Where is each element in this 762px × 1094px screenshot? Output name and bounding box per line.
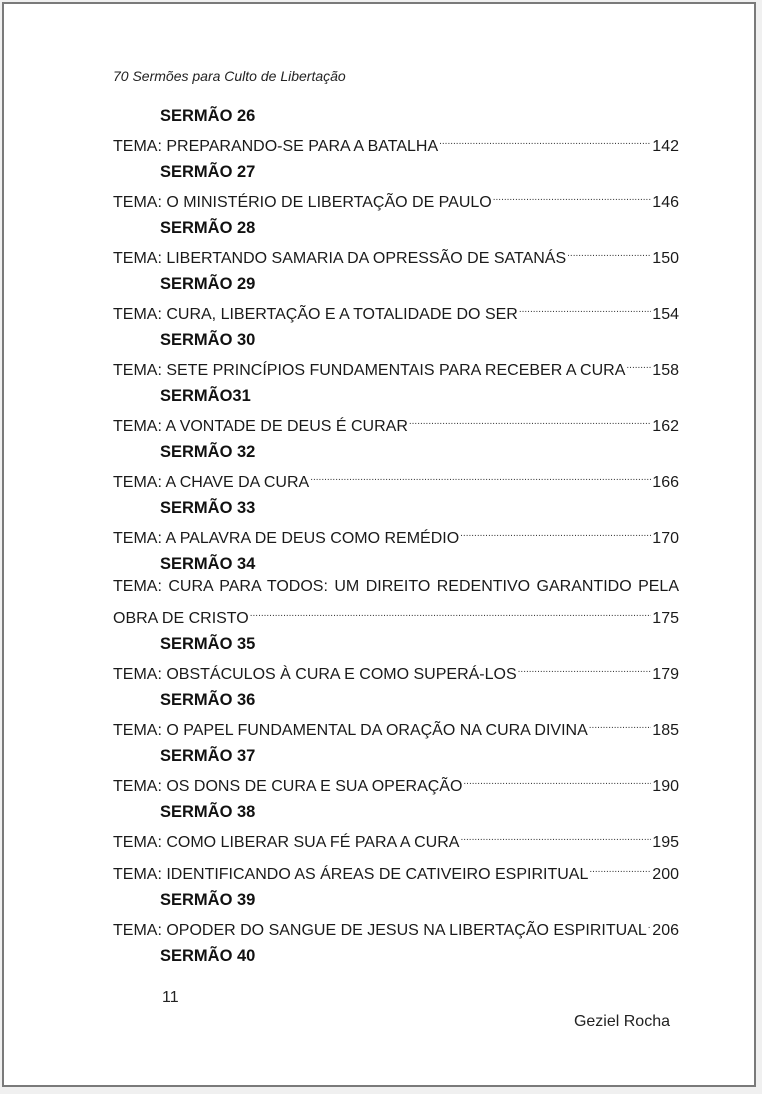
tema-title: TEMA: A PALAVRA DE DEUS COMO REMÉDIO [113,530,460,547]
toc-entry [113,745,679,795]
page-number: 175 [652,610,679,627]
toc-link[interactable] [113,911,679,939]
author-name: Geziel Rocha [573,1013,670,1030]
toc-link[interactable] [113,599,679,627]
dot-leader [493,183,652,207]
tema-title: TEMA: IDENTIFICANDO AS ÁREAS DE CATIVEIRO ESPIRITUAL [113,866,589,883]
sermon-heading: SERMÃO 34 [160,555,256,573]
page-number: 200 [652,866,679,883]
dot-leader [567,239,651,263]
sermon-heading: SERMÃO 29 [160,275,256,293]
sermon-heading: SERMÃO 27 [160,163,256,181]
sermon-heading: SERMÃO 35 [160,635,256,653]
toc-link[interactable] [113,239,679,267]
dot-leader [460,823,651,847]
sermon-heading: SERMÃO 32 [160,443,256,461]
document-page [2,2,756,1087]
toc-link[interactable] [113,855,679,883]
toc-entry [113,945,679,967]
toc-link[interactable] [113,295,679,323]
page-number: 166 [652,474,679,491]
sermon-heading: SERMÃO 40 [160,947,256,965]
toc-entry [113,329,679,379]
toc-entry [113,105,679,155]
page-number: 142 [652,138,679,155]
toc-link[interactable] [113,183,679,211]
page-number: 154 [652,306,679,323]
page-number: 185 [652,722,679,739]
toc-entry [113,855,679,883]
toc-entry [113,273,679,323]
dot-leader [250,599,652,623]
dot-leader [518,655,652,679]
tema-title: TEMA: A CHAVE DA CURA [113,474,310,491]
sermon-heading: SERMÃO 38 [160,803,256,821]
dot-leader [589,855,651,879]
toc-entry [113,441,679,491]
toc-link[interactable] [113,407,679,435]
page-number: 170 [652,530,679,547]
toc-entry [113,553,679,627]
sermon-heading: SERMÃO 28 [160,219,256,237]
dot-leader [519,295,651,319]
tema-title: OBRA DE CRISTO [113,610,249,627]
toc-entry [113,889,679,939]
page-number: 158 [652,362,679,379]
page-number: 146 [652,194,679,211]
toc-entry [113,689,679,739]
tema-title: TEMA: OPODER DO SANGUE DE JESUS NA LIBERTAÇÃO ESPIRITUAL [113,922,647,939]
tema-title: TEMA: LIBERTANDO SAMARIA DA OPRESSÃO DE SATANÁS [113,250,567,267]
dot-leader [310,463,651,487]
toc-link[interactable] [113,519,679,547]
tema-title: TEMA: OBSTÁCULOS À CURA E COMO SUPERÁ-LOS [113,666,517,683]
page-number-footer: 11 [162,989,179,1006]
tema-title: TEMA: O PAPEL FUNDAMENTAL DA ORAÇÃO NA CURA DIVINA [113,722,588,739]
dot-leader [463,767,651,791]
tema-title: TEMA: A VONTADE DE DEUS É CURAR [113,418,408,435]
page-number: 179 [652,666,679,683]
toc-entry [113,385,679,435]
toc-entry [113,161,679,211]
toc-entry [113,497,679,547]
tema-title: TEMA: O MINISTÉRIO DE LIBERTAÇÃO DE PAULO [113,194,492,211]
tema-title-line1[interactable]: TEMA: CURA PARA TODOS: UM DIREITO REDENTIVO GARANTIDO PELA [113,578,679,595]
toc-link[interactable] [113,463,679,491]
toc-link[interactable] [113,127,679,155]
sermon-heading: SERMÃO 30 [160,331,256,349]
dot-leader [409,407,651,431]
tema-title: TEMA: COMO LIBERAR SUA FÉ PARA A CURA [113,834,460,851]
tema-title: TEMA: SETE PRINCÍPIOS FUNDAMENTAIS PARA RECEBER A CURA [113,362,626,379]
tema-title: TEMA: PREPARANDO-SE PARA A BATALHA [113,138,439,155]
page-number: 206 [652,922,679,939]
tema-title: TEMA: OS DONS DE CURA E SUA OPERAÇÃO [113,778,463,795]
toc-entry [113,217,679,267]
sermon-heading: SERMÃO31 [160,387,251,405]
dot-leader [626,351,651,375]
page-number: 162 [652,418,679,435]
running-header: 70 Sermões para Culto de Libertação [113,68,346,84]
toc-link[interactable] [113,351,679,379]
page-number: 150 [652,250,679,267]
dot-leader [589,711,652,735]
sermon-heading: SERMÃO 33 [160,499,256,517]
toc-link[interactable] [113,711,679,739]
sermon-heading: SERMÃO 37 [160,747,256,765]
page-number: 195 [652,834,679,851]
toc-entry [113,801,679,851]
toc-link[interactable] [113,655,679,683]
sermon-heading: SERMÃO 36 [160,691,256,709]
toc-link[interactable] [113,823,679,851]
sermon-heading: SERMÃO 26 [160,107,256,125]
page-number: 190 [652,778,679,795]
dot-leader [648,911,652,935]
sermon-heading: SERMÃO 39 [160,891,256,909]
table-of-contents [113,105,679,967]
tema-title: TEMA: CURA, LIBERTAÇÃO E A TOTALIDADE DO SER [113,306,518,323]
dot-leader [439,127,651,151]
dot-leader [460,519,651,543]
toc-entry [113,633,679,683]
toc-link[interactable] [113,767,679,795]
